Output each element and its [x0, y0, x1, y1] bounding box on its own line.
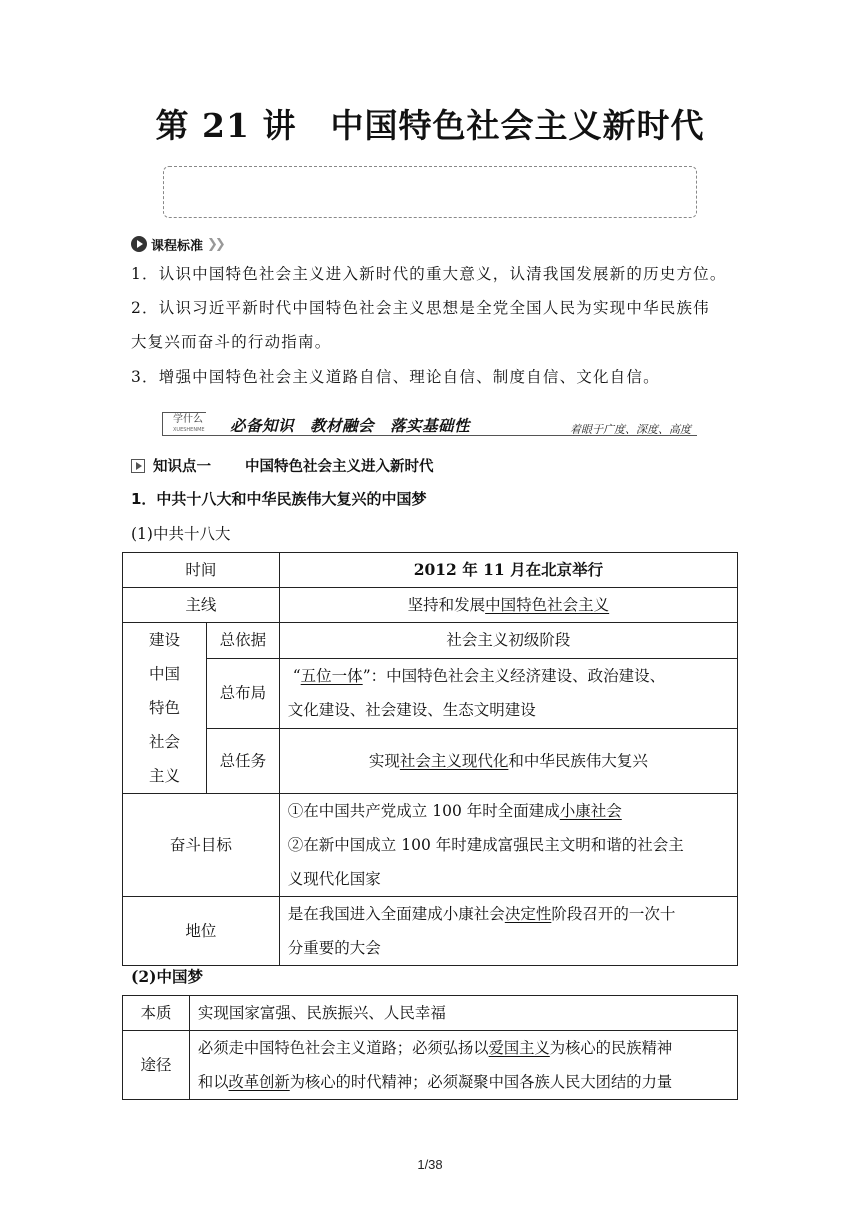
table-row [123, 658, 738, 728]
goal-value: ①在中国共产党成立 100 年时全面建成小康社会 ②在新中国成立 100 年时建成富强民主文明和谐的社会主 义现代化国家 [279, 794, 737, 897]
course-standard-heading [131, 235, 223, 253]
task-label: 总任务 [206, 729, 279, 794]
subsection-heading-1: (1)中共十八大 [131, 525, 231, 543]
section-heading: 1．中共十八大和中华民族伟大复兴的中国梦 [131, 490, 427, 508]
banner-subtitle: 着眼于广度、深度、高度 [570, 423, 691, 436]
essence-label: 本质 [123, 996, 190, 1031]
subsection-heading-2: (2)中国梦 [131, 967, 203, 986]
play-circle-icon [131, 236, 147, 252]
mainline-value: 坚持和发展中国特色社会主义 [279, 588, 737, 623]
banner-text: 必备知识 教材融会 落实基础性 [230, 417, 471, 435]
page-number: 1/38 [417, 1157, 443, 1172]
basis-label: 总依据 [206, 623, 279, 659]
mainline-label: 主线 [123, 588, 280, 623]
section-banner [162, 412, 697, 438]
table-row [123, 794, 738, 897]
status-label: 地位 [123, 897, 280, 966]
china-dream-table [122, 995, 738, 1100]
layout-label: 总布局 [206, 658, 279, 728]
build-label: 建设 中国 特色 社会 主义 [123, 623, 207, 794]
table-row [123, 553, 738, 588]
path-value: 必须走中国特色社会主义道路；必须弘扬以爱国主义为核心的民族精神 和以改革创新为核心的时代精神；必须凝聚中国各族人民大团结的力量 [189, 1031, 737, 1100]
time-label: 时间 [123, 553, 280, 588]
goal-label: 奋斗目标 [123, 794, 280, 897]
time-value: 2012 年 11 月在北京举行 [279, 553, 737, 588]
basis-value: 社会主义初级阶段 [279, 623, 737, 659]
knowledge-point-title: 中国特色社会主义进入新时代 [245, 459, 434, 475]
dashed-placeholder-box [163, 166, 697, 218]
banner-underline [206, 435, 697, 436]
standard-item-2-cont: 大复兴而奋斗的行动指南。 [131, 333, 332, 351]
layout-value: “五位一体”：中国特色社会主义经济建设、政治建设、 文化建设、社会建设、生态文明建设 [279, 658, 737, 728]
table-row [123, 897, 738, 966]
essence-value: 实现国家富强、民族振兴、人民幸福 [189, 996, 737, 1031]
table-row [123, 588, 738, 623]
standard-item-2: 2．认识习近平新时代中国特色社会主义思想是全党全国人民为实现中华民族伟 [131, 299, 710, 317]
congress-table [122, 552, 738, 966]
path-label: 途径 [123, 1031, 190, 1100]
square-play-icon [131, 459, 145, 473]
knowledge-point-label: 知识点一 [153, 459, 211, 475]
table-row [123, 1031, 738, 1100]
double-chevron-icon: ❯❯ [207, 236, 223, 252]
page-title: 第 21 讲 中国特色社会主义新时代 [155, 106, 705, 145]
standard-item-1: 1．认识中国特色社会主义进入新时代的重大意义，认清我国发展新的历史方位。 [131, 265, 727, 283]
table-row [123, 623, 738, 659]
banner-logo: 学什么 XUESHENME [162, 412, 206, 436]
status-value: 是在我国进入全面建成小康社会决定性阶段召开的一次十 分重要的大会 [279, 897, 737, 966]
standard-item-3: 3．增强中国特色社会主义道路自信、理论自信、制度自信、文化自信。 [131, 368, 660, 386]
table-row [123, 729, 738, 794]
table-row [123, 996, 738, 1031]
course-standard-label: 课程标准 [151, 238, 204, 254]
knowledge-point-heading [131, 455, 434, 476]
task-value: 实现社会主义现代化和中华民族伟大复兴 [279, 729, 737, 794]
